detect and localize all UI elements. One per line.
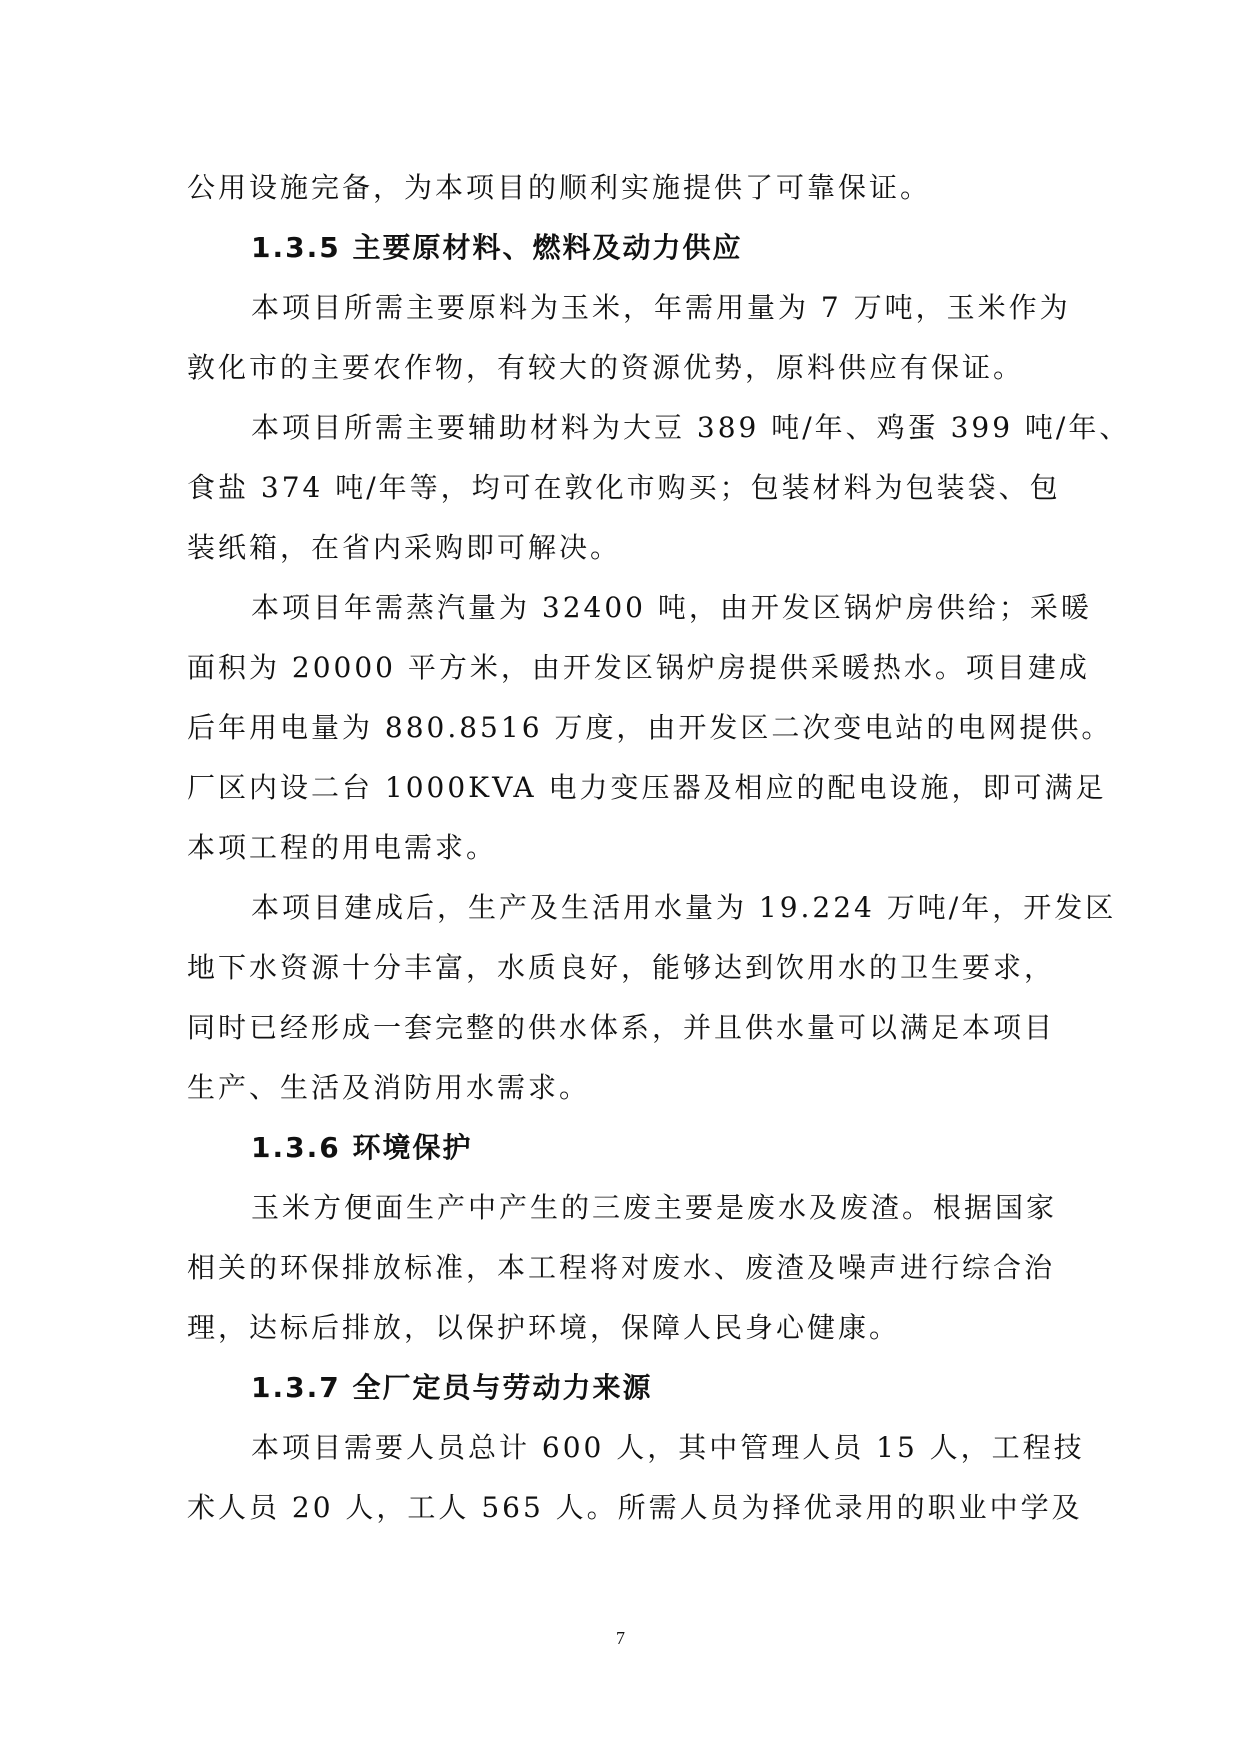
document-body [187,158,1131,1538]
paragraph-line: 地下水资源十分丰富，水质良好，能够达到饮用水的卫生要求， [187,951,1056,984]
paragraph-line: 本项目建成后，生产及生活用水量为 19.224 万吨/年，开发区 [251,891,1117,924]
section-heading-1-3-5: 1.3.5 主要原材料、燃料及动力供应 [251,231,743,264]
paragraph-line: 本项工程的用电需求。 [187,831,498,864]
paragraph-line: 装纸箱，在省内采购即可解决。 [187,531,622,564]
paragraph-line: 同时已经形成一套完整的供水体系，并且供水量可以满足本项目 [187,1011,1056,1044]
paragraph-line: 相关的环保排放标准，本工程将对废水、废渣及噪声进行综合治 [187,1251,1056,1284]
paragraph-line: 厂区内设二台 1000KVA 电力变压器及相应的配电设施，即可满足 [187,771,1107,804]
paragraph-line: 本项目年需蒸汽量为 32400 吨，由开发区锅炉房供给；采暖 [251,591,1092,624]
paragraph-line: 本项目需要人员总计 600 人，其中管理人员 15 人，工程技 [251,1431,1085,1464]
paragraph-line: 本项目所需主要辅助材料为大豆 389 吨/年、鸡蛋 399 吨/年、 [251,411,1131,444]
paragraph-line: 后年用电量为 880.8516 万度，由开发区二次变电站的电网提供。 [187,711,1113,744]
section-heading-1-3-7: 1.3.7 全厂定员与劳动力来源 [251,1371,653,1404]
page-number: 7 [616,1628,625,1648]
section-heading-1-3-6: 1.3.6 环境保护 [251,1131,473,1164]
paragraph-line: 面积为 20000 平方米，由开发区锅炉房提供采暖热水。项目建成 [187,651,1090,684]
paragraph-line: 术人员 20 人，工人 565 人。所需人员为择优录用的职业中学及 [187,1491,1083,1524]
paragraph-line: 敦化市的主要农作物，有较大的资源优势，原料供应有保证。 [187,351,1025,384]
paragraph-line: 本项目所需主要原料为玉米，年需用量为 7 万吨，玉米作为 [251,291,1071,324]
paragraph-line: 食盐 374 吨/年等，均可在敦化市购买；包装材料为包装袋、包 [187,471,1061,504]
paragraph-line: 生产、生活及消防用水需求。 [187,1071,591,1104]
paragraph-line: 玉米方便面生产中产生的三废主要是废水及废渣。根据国家 [251,1191,1058,1224]
paragraph-line: 理，达标后排放，以保护环境，保障人民身心健康。 [187,1311,901,1344]
paragraph-line: 公用设施完备，为本项目的顺利实施提供了可靠保证。 [187,171,932,204]
